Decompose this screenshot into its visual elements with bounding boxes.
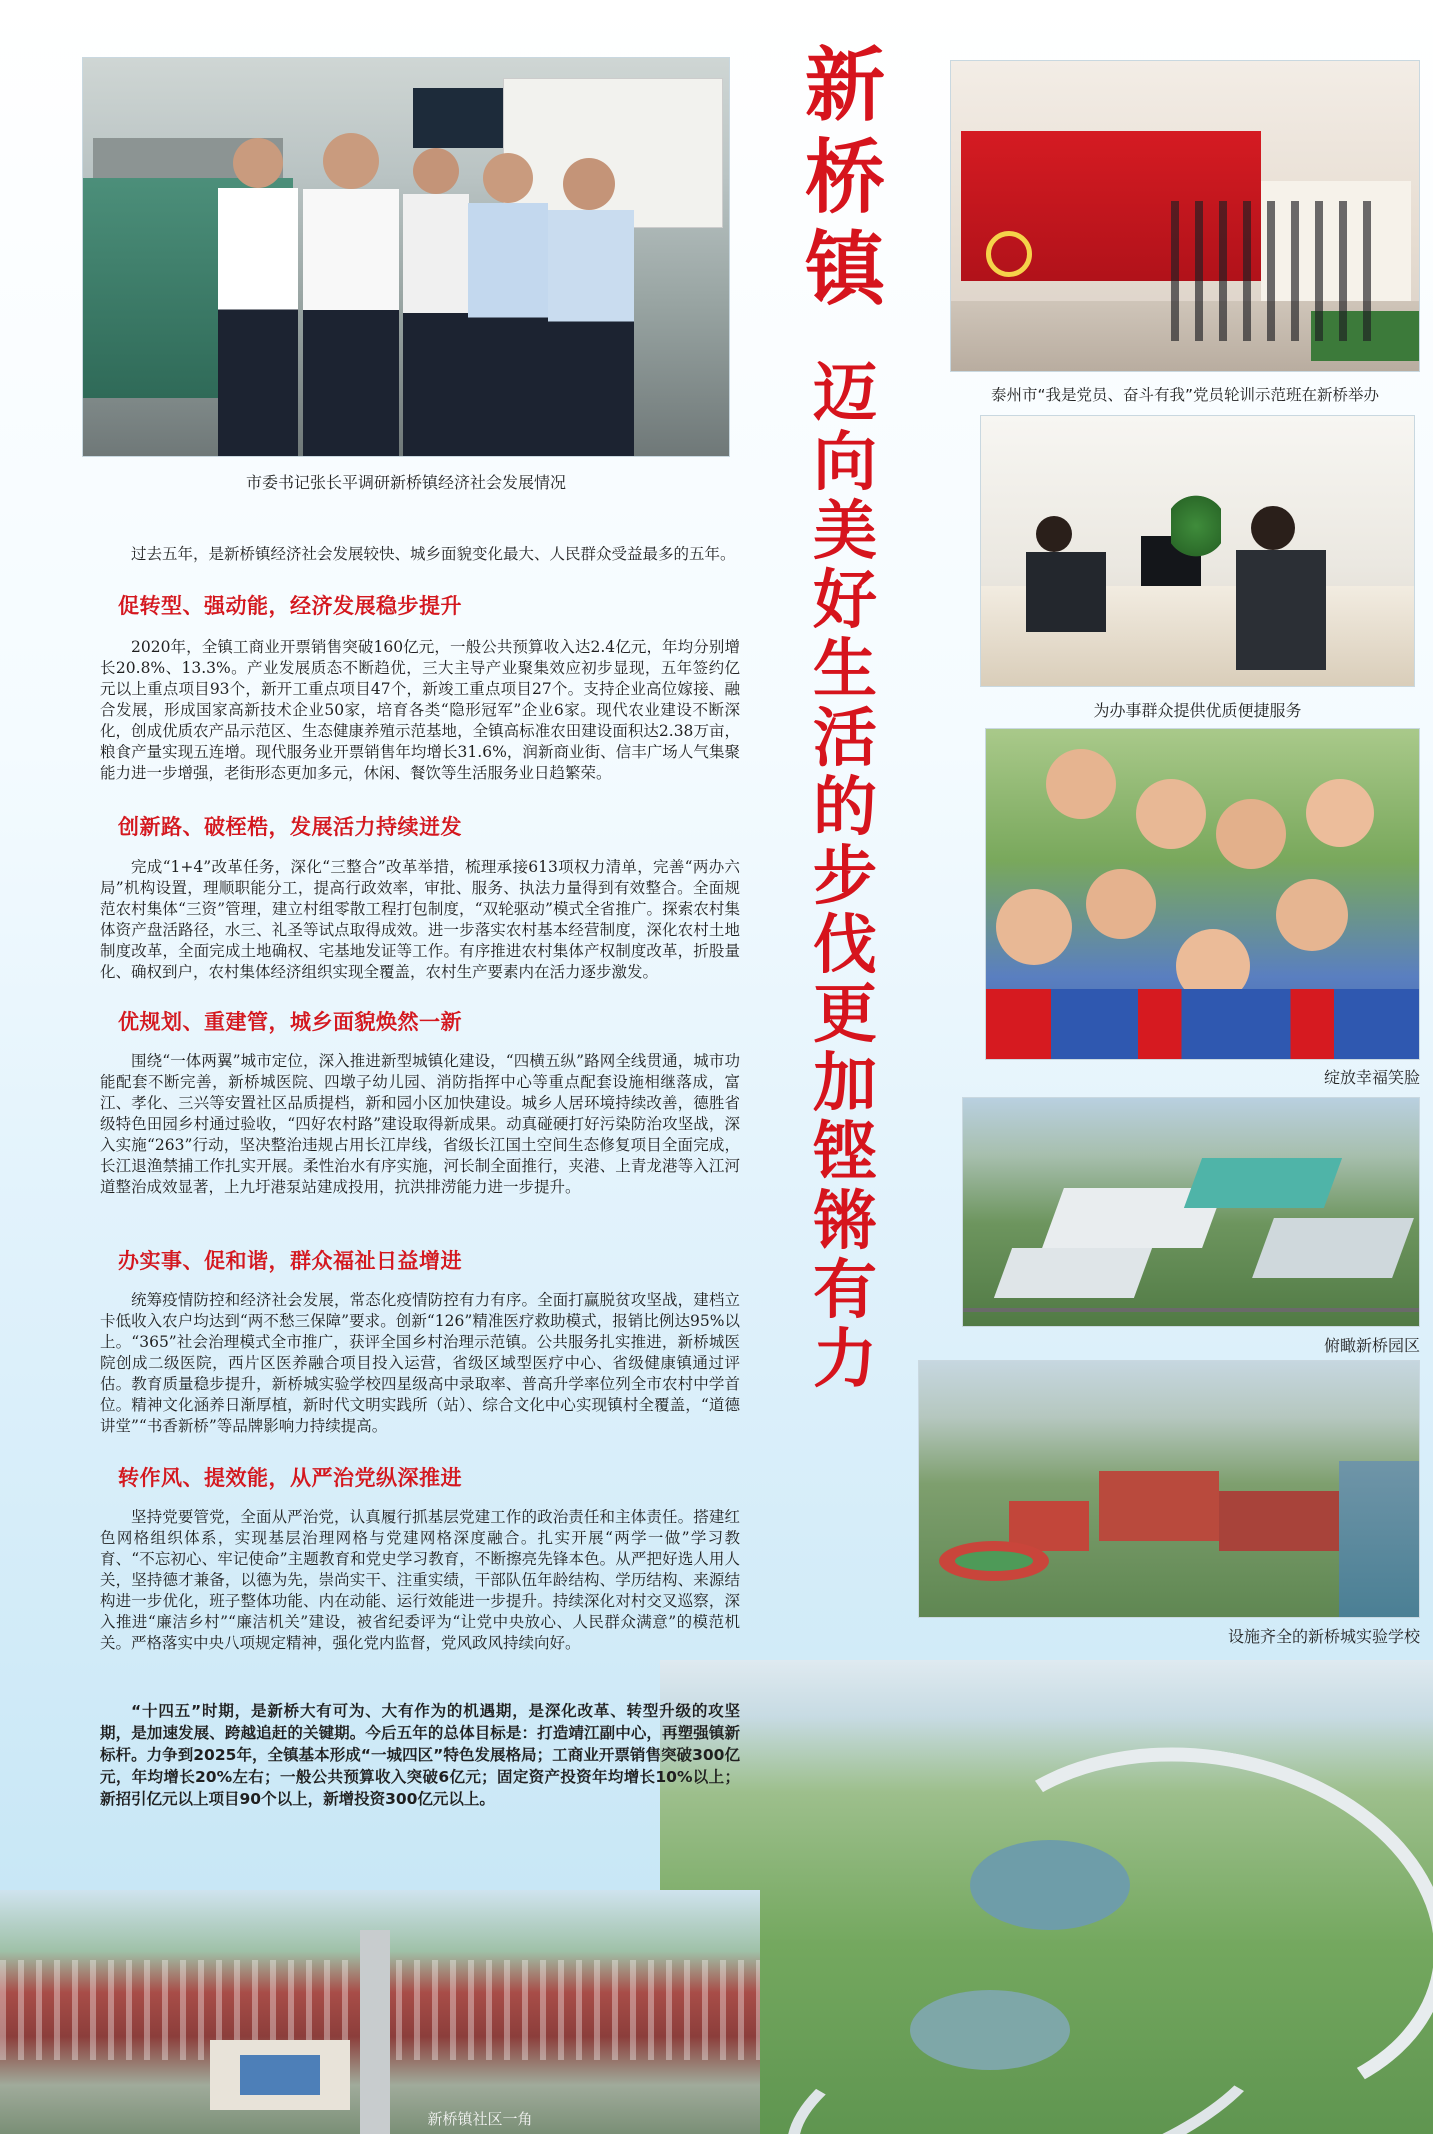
section-text-1: 2020年，全镇工商业开票销售突破160亿元，一般公共预算收入达2.4亿元，年均分别增长20.8%、13.3%。产业发展质态不断趋优，三大主导产业聚集效应初步显现，五年签约亿元以上重点项目93个，新开工重点项目47个，新竣工重点项目27个。支持企业高位嫁接、融合发展，形成国家高新技术企业50家，培育各类“隐形冠军”企业6家。现代农业建设不断深化，创成优质农产品示范区、生态健康养殖示范基地，全镇高标准农田建设面积达2.38万亩，粮食产量实现五连增。现代服务业开票销售年均增长31.6%，润新商业街、信丰广场人气集聚能力进一步增强，老街形态更加多元，休闲、餐饮等生活服务业日趋繁荣。 — [100, 638, 740, 782]
photo-school-campus — [918, 1360, 1420, 1618]
section-heading-1: 促转型、强动能，经济发展稳步提升 — [118, 594, 462, 618]
title-sub: 迈向美好生活的步伐更加铿锵有力 — [813, 357, 877, 1397]
section-text-3: 围绕“一体两翼”城市定位，深入推进新型城镇化建设，“四横五纵”路网全线贯通，城市功能配套不断完善，新桥城医院、四墩子幼儿园、消防指挥中心等重点配套设施相继落成，富江、孝化、三兴等安置社区品质提档，新和园小区加快建设。城乡人居环境持续改善，德胜省级特色田园乡村通过验收，“四好农村路”建设取得新成果。动真碰硬打好污染防治攻坚战，深入实施“263”行动，坚决整治违规占用长江岸线，省级长江国土空间生态修复项目全面完成，长江退渔禁捕工作扎实开展。柔性治水有序实施，河长制全面推行，夹港、上青龙港等入江河道整治成效显著，上九圩港泵站建成投用，抗洪排涝能力进一步提升。 — [100, 1052, 740, 1196]
caption-industrial-park: 俯瞰新桥园区 — [1323, 1336, 1420, 1355]
article-intro: 过去五年，是新桥镇经济社会发展较快、城乡面貌变化最大、人民群众受益最多的五年。 — [131, 545, 736, 563]
section-text-5: 坚持党要管党，全面从严治党，认真履行抓基层党建工作的政治责任和主体责任。搭建红色网格组织体系，实现基层治理网格与党建网格深度融合。扎实开展“两学一做”学习教育、“不忘初心、牢记使命”主题教育和党史学习教育，不断擦亮先锋本色。从严把好选人用人关，坚持德才兼备，以德为先，崇尚实干、注重实绩，干部队伍年龄结构、学历结构、来源结构进一步优化，班子整体功能、内在动能、运行效能进一步提升。持续深化对村交叉巡察，深入推进“廉洁乡村”“廉洁机关”建设，被省纪委评为“让党中央放心、人民群众满意”的模范机关。严格落实中央八项规定精神，强化党内监督，党风政风持续向好。 — [100, 1508, 740, 1652]
title-main: 新桥镇 — [805, 39, 885, 316]
section-heading-5: 转作风、提效能，从严治党纵深推进 — [118, 1466, 462, 1490]
caption-school-campus: 设施齐全的新桥城实验学校 — [1227, 1627, 1420, 1646]
caption-service-counter: 为办事群众提供优质便捷服务 — [1093, 701, 1302, 720]
caption-residential-aerial: 新桥镇社区一角 — [427, 2110, 533, 2128]
photo-residential-aerial — [0, 1890, 760, 2134]
section-heading-3: 优规划、重建管，城乡面貌焕然一新 — [118, 1010, 462, 1034]
photo-smiling-children — [985, 728, 1420, 1060]
photo-party-ceremony — [950, 60, 1420, 372]
caption-factory-visit: 市委书记张长平调研新桥镇经济社会发展情况 — [245, 473, 566, 492]
section-heading-2: 创新路、破桎梏，发展活力持续迸发 — [118, 815, 462, 839]
closing-paragraph: “十四五”时期，是新桥大有可为、大有作为的机遇期，是深化改革、转型升级的攻坚期，是加速发展、跨越追赶的关键期。今后五年的总体目标是：打造靖江副中心，再塑强镇新标杆。力争到2025年，全镇基本形成“一城四区”特色发展格局；工商业开票销售突破300亿元，年均增长20%左右；一般公共预算收入突破6亿元；固定资产投资年均增长10%以上；新招引亿元以上项目90个以上，新增投资300亿元以上。 — [100, 1702, 740, 1808]
section-text-4: 统筹疫情防控和经济社会发展，常态化疫情防控有力有序。全面打赢脱贫攻坚战，建档立卡低收入农户均达到“两不愁三保障”要求。创新“126”精准医疗救助模式，报销比例达95%以上。“365”社会治理模式全市推广，获评全国乡村治理示范镇。公共服务扎实推进，新桥城医院创成二级医院，西片区医养融合项目投入运营，省级区域型医疗中心、省级健康镇通过评估。教育质量稳步提升，新桥城实验学校四星级高中录取率、普高升学率位列全市农村中学首位。精神文化涵养日渐厚植，新时代文明实践所（站）、综合文化中心实现镇村全覆盖，“道德讲堂”“书香新桥”等品牌影响力持续提高。 — [100, 1291, 740, 1435]
caption-party-ceremony: 泰州市“我是党员、奋斗有我”党员轮训示范班在新桥举办 — [990, 386, 1380, 404]
photo-industrial-park — [962, 1097, 1420, 1327]
caption-smiling-children: 绽放幸福笑脸 — [1323, 1068, 1420, 1087]
photo-river-walkway — [660, 1660, 1433, 2134]
page-title — [790, 40, 900, 1395]
photo-service-counter — [980, 415, 1415, 687]
section-heading-4: 办实事、促和谐，群众福祉日益增进 — [118, 1249, 462, 1273]
section-text-2: 完成“1+4”改革任务，深化“三整合”改革举措，梳理承接613项权力清单，完善“两办六局”机构设置，理顺职能分工，提高行政效率，审批、服务、执法力量得到有效整合。全面规范农村集体“三资”管理，建立村组零散工程打包制度，“双轮驱动”模式全省推广。探索农村集体资产盘活路径，水三、礼圣等试点取得成效。进一步落实农村基本经营制度，深化农村土地制度改革，全面完成土地确权、宅基地发证等工作。有序推进农村集体产权制度改革，折股量化、确权到户，农村集体经济组织实现全覆盖，农村生产要素内在活力逐步激发。 — [100, 858, 740, 981]
photo-factory-visit — [82, 57, 730, 457]
